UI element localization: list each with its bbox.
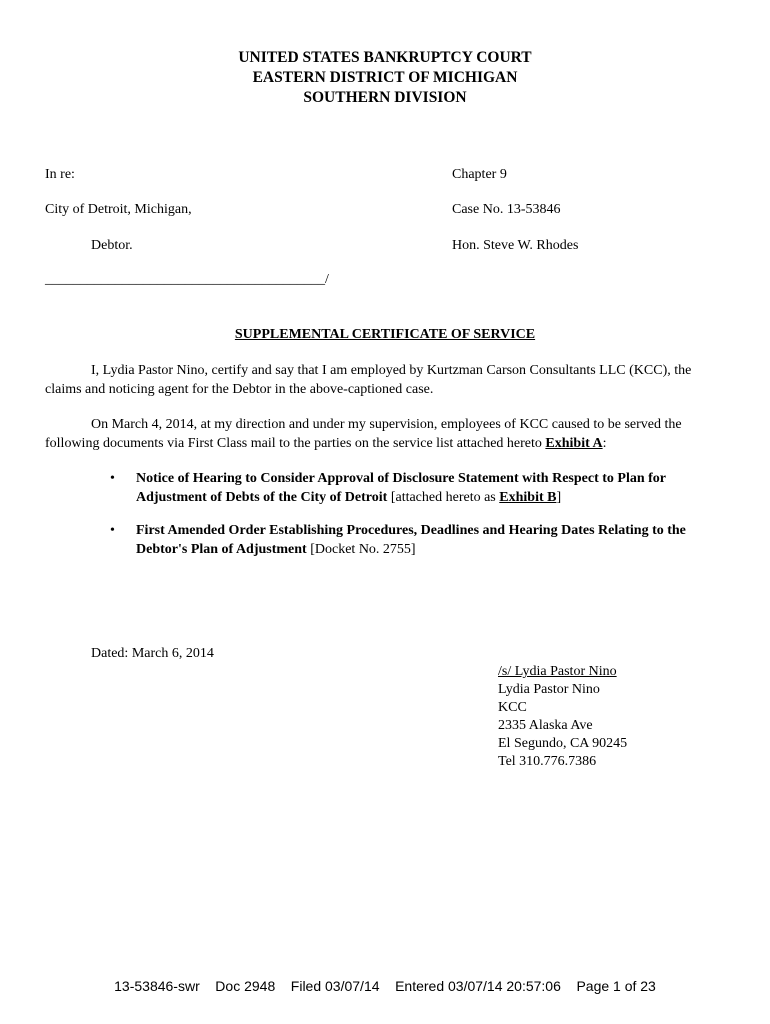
court-heading	[0, 48, 770, 108]
chapter-label: Chapter 9	[452, 167, 507, 182]
case-number: Case No. 13-53846	[452, 202, 561, 217]
signer-org: KCC	[498, 700, 527, 715]
served-document-title: Notice of Hearing to Consider Approval of Disclosure Statement with Respect to Plan for Adjustment of Debts of the City of Detroit	[136, 471, 666, 505]
judge-name: Hon. Steve W. Rhodes	[452, 238, 579, 253]
court-district: EASTERN DISTRICT OF MICHIGAN	[252, 69, 518, 86]
signer-address-street: 2335 Alaska Ave	[498, 718, 593, 733]
bullet-icon: •	[110, 523, 115, 538]
served-document-note-end: ]	[556, 490, 562, 505]
debtor-role: Debtor.	[91, 238, 133, 253]
in-re-label: In re:	[45, 167, 75, 182]
served-document-title: First Amended Order Establishing Procedures, Deadlines and Hearing Dates Relating to the Debtor's Plan of Adjustment	[136, 523, 686, 557]
signature-line: /s/ Lydia Pastor Nino	[498, 664, 617, 679]
paragraph-service-text: On March 4, 2014, at my direction and under my supervision, employees of KCC caused to be served the following documents via First Class mail to the parties on the service list attached hereto	[45, 417, 682, 451]
signer-address-city: El Segundo, CA 90245	[498, 736, 628, 751]
court-name: UNITED STATES BANKRUPTCY COURT	[238, 49, 532, 66]
docket-footer: 13-53846-swr Doc 2948 Filed 03/07/14 Entered 03/07/14 20:57:06 Page 1 of 23	[114, 978, 656, 994]
dated-line: Dated: March 6, 2014	[91, 646, 214, 661]
exhibit-a-reference: Exhibit A	[545, 436, 603, 451]
docket-reference: [Docket No. 2755]	[306, 542, 416, 557]
signer-phone: Tel 310.776.7386	[498, 754, 597, 769]
served-document-note: [attached hereto as	[387, 490, 500, 505]
exhibit-b-reference: Exhibit B	[499, 490, 557, 505]
signature-block	[498, 663, 641, 771]
paragraph-service	[45, 415, 725, 453]
court-division: SOUTHERN DIVISION	[303, 89, 467, 106]
caption-rule: ________________________________________/	[45, 272, 329, 287]
signer-name: Lydia Pastor Nino	[498, 682, 600, 697]
bullet-icon: •	[110, 471, 115, 486]
paragraph-employment-text: I, Lydia Pastor Nino, certify and say that I am employed by Kurtzman Carson Consultants LLC (KCC), the claims and noticing agent for the Debtor in the above-captioned case.	[45, 363, 692, 397]
paragraph-service-end: :	[602, 436, 607, 451]
paragraph-employment	[45, 361, 725, 399]
debtor-party: City of Detroit, Michigan,	[45, 202, 192, 217]
document-title: SUPPLEMENTAL CERTIFICATE OF SERVICE	[234, 327, 536, 342]
